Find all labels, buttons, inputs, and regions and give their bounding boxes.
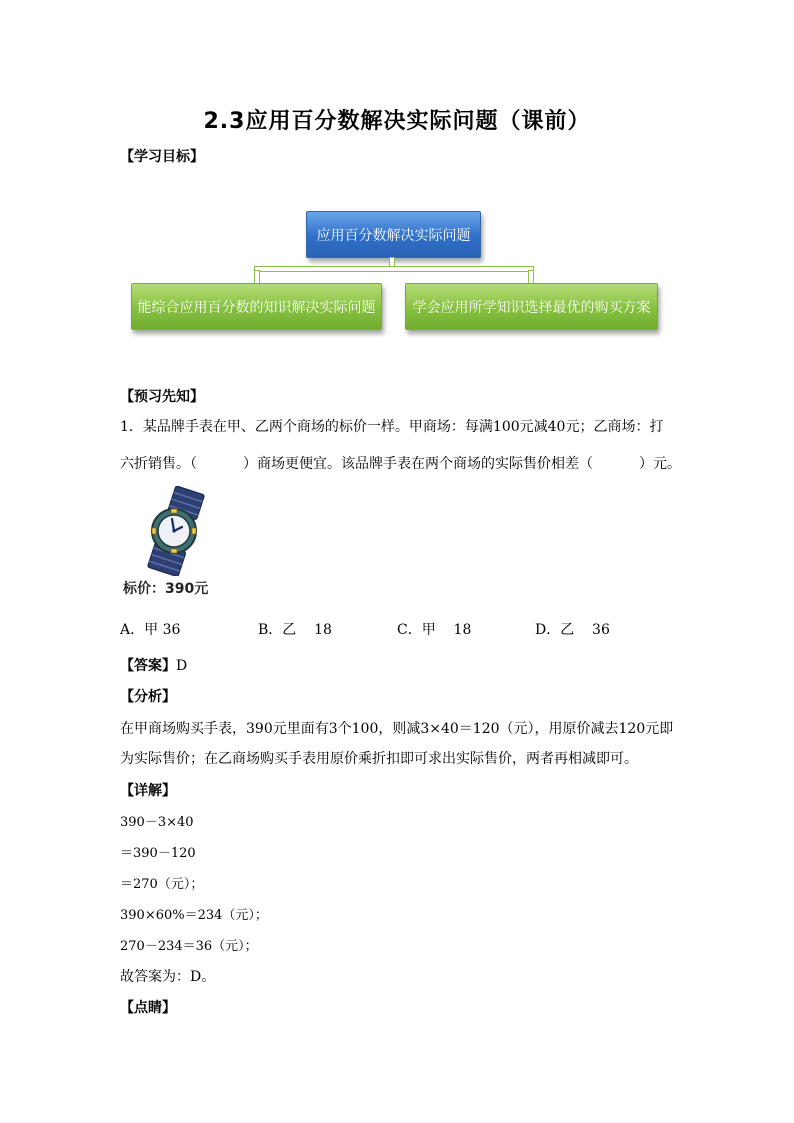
section-heading-analysis: 【分析】	[120, 689, 176, 705]
diagram-root-label: 应用百分数解决实际问题	[316, 227, 471, 244]
option-d-letter: D．乙	[535, 622, 575, 638]
option-b-letter: B．乙	[258, 622, 297, 638]
price-label: 标价：390元	[123, 581, 209, 597]
question-line-1: 1．某品牌手表在甲、乙两个商场的标价一样。甲商场：每满100元减40元；乙商场：打	[120, 419, 664, 435]
answer-line	[120, 655, 187, 675]
diagram-connector-left	[254, 270, 260, 284]
diagram-root-node	[306, 211, 481, 258]
diagram-child-label-right: 学会应用所学知识选择最优的购买方案	[412, 299, 651, 316]
answer-label: 【答案】	[120, 658, 176, 674]
option-c-value: 18	[453, 622, 472, 638]
analysis-line-2: 为实际售价；在乙商场购买手表用原价乘折扣即可求出实际售价，两者再相减即可。	[120, 751, 638, 767]
option-d	[535, 619, 610, 639]
page-title: 2.3应用百分数解决实际问题（课前）	[203, 109, 591, 134]
analysis-line-1: 在甲商场购买手表，390元里面有3个100，则减3×40＝120（元），用原价减去120元即	[120, 721, 674, 737]
question-line-2-part-b: ）商场更便宜。该品牌手表在两个商场的实际售价相差（	[243, 456, 593, 472]
diagram-child-node-right	[405, 283, 658, 330]
diagram-connector-right	[528, 270, 534, 284]
section-heading-detail: 【详解】	[120, 783, 176, 799]
question-line-2	[120, 453, 681, 473]
detail-line-3: ＝270（元）；	[120, 877, 204, 892]
diagram-child-label-left: 能综合应用百分数的知识解决实际问题	[137, 299, 376, 316]
detail-line-6: 故答案为：D。	[120, 969, 216, 985]
option-a	[120, 619, 180, 639]
diagram-child-node-left	[131, 283, 382, 330]
question-line-2-part-a: 六折销售。（	[120, 456, 197, 472]
option-a-value: 36	[162, 622, 181, 638]
option-c	[397, 619, 471, 639]
question-line-2-part-c: ）元。	[639, 456, 681, 472]
section-heading-goals: 【学习目标】	[120, 149, 204, 165]
wristwatch-icon	[140, 486, 212, 576]
section-heading-tip: 【点睛】	[120, 1000, 176, 1016]
diagram-connector-bar	[254, 266, 534, 272]
detail-line-4: 390×60%＝234（元）；	[120, 908, 268, 923]
option-a-letter: A．甲	[120, 622, 159, 638]
detail-line-5: 270－234＝36（元）；	[120, 939, 258, 954]
detail-line-1: 390－3×40	[120, 815, 194, 830]
option-b	[258, 619, 332, 639]
option-c-letter: C．甲	[397, 622, 436, 638]
detail-line-2: ＝390－120	[120, 846, 196, 861]
answer-value: D	[176, 658, 188, 674]
option-b-value: 18	[314, 622, 332, 638]
section-heading-preview: 【预习先知】	[120, 389, 204, 405]
option-d-value: 36	[592, 622, 610, 638]
